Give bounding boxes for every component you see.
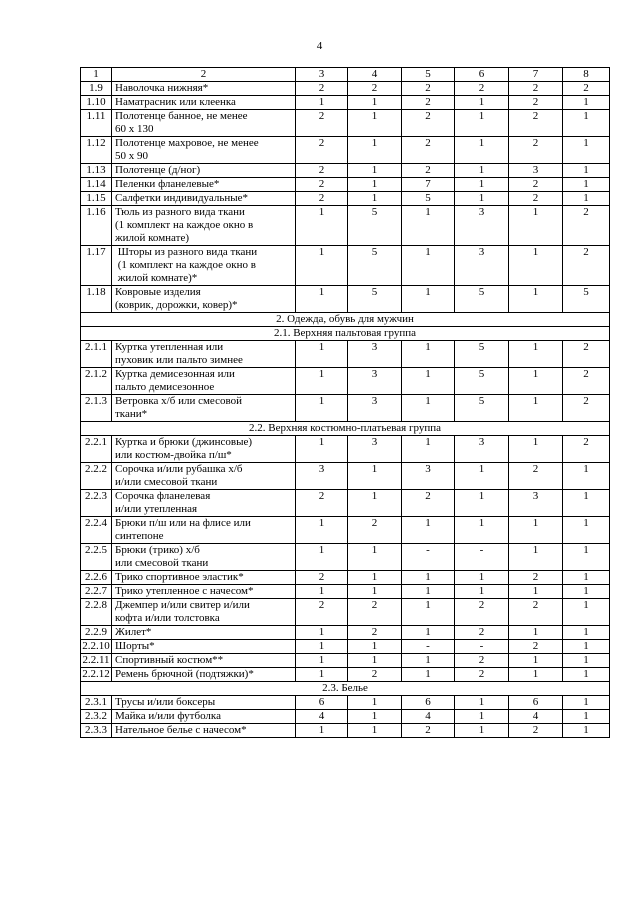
- value-cell: 1: [348, 110, 402, 137]
- row-number: 1.13: [81, 164, 112, 178]
- row-number: 2.2.10: [82, 640, 110, 652]
- value-cell: 1: [455, 164, 509, 178]
- value-cell: 1: [296, 96, 348, 110]
- value-cell: 2: [348, 517, 402, 544]
- value-cell: 1: [563, 110, 610, 137]
- value-cell: 1: [563, 724, 610, 738]
- value-cell: 1: [402, 571, 455, 585]
- section-title: 2. Одежда, обувь для мужчин: [81, 313, 610, 327]
- table-row: [81, 668, 610, 682]
- value-cell: 2: [296, 164, 348, 178]
- row-number: 1.12: [81, 137, 112, 164]
- table-row: [81, 654, 610, 668]
- value-cell: 1: [296, 286, 348, 313]
- value-cell: 5: [455, 286, 509, 313]
- value-cell: 3: [509, 490, 563, 517]
- value-cell: 1: [348, 96, 402, 110]
- value-cell: 1: [296, 640, 348, 654]
- value-cell: 2: [509, 192, 563, 206]
- table-row: [81, 585, 610, 599]
- value-cell: 2: [509, 463, 563, 490]
- value-cell: 5: [455, 395, 509, 422]
- value-cell: 1: [348, 654, 402, 668]
- value-cell: 6: [509, 696, 563, 710]
- norms-table: [80, 67, 610, 738]
- value-cell: 2: [296, 490, 348, 517]
- value-cell: 1: [509, 436, 563, 463]
- item-name: Жилет*: [112, 626, 296, 640]
- value-cell: 1: [348, 137, 402, 164]
- header-cell: 5: [402, 68, 455, 82]
- value-cell: 2: [563, 82, 610, 96]
- value-cell: 6: [296, 696, 348, 710]
- table-row: [81, 96, 610, 110]
- value-cell: 1: [455, 710, 509, 724]
- table-header-row: [81, 68, 610, 82]
- value-cell: 3: [348, 368, 402, 395]
- value-cell: 1: [296, 206, 348, 246]
- value-cell: 1: [563, 164, 610, 178]
- value-cell: 3: [455, 206, 509, 246]
- row-number: 1.9: [81, 82, 112, 96]
- row-number: 2.2.7: [81, 585, 112, 599]
- value-cell: 1: [402, 599, 455, 626]
- value-cell: 1: [296, 585, 348, 599]
- table-row: [81, 368, 610, 395]
- table-row: [81, 640, 610, 654]
- value-cell: 1: [296, 668, 348, 682]
- item-name: Полотенце махровое, не менее 50 х 90: [112, 137, 296, 164]
- value-cell: 5: [348, 206, 402, 246]
- item-name: Сорочка и/или рубашка х/б и/или смесовой ткани: [112, 463, 296, 490]
- value-cell: 2: [563, 436, 610, 463]
- value-cell: 1: [455, 178, 509, 192]
- value-cell: 1: [455, 585, 509, 599]
- table-row: [81, 626, 610, 640]
- value-cell: 3: [348, 436, 402, 463]
- value-cell: 1: [563, 490, 610, 517]
- value-cell: 2: [348, 668, 402, 682]
- header-cell: 2: [112, 68, 296, 82]
- item-name: Шорты*: [112, 640, 296, 654]
- value-cell: 2: [348, 626, 402, 640]
- section-title: 2.1. Верхняя пальтовая группа: [81, 327, 610, 341]
- value-cell: 1: [563, 544, 610, 571]
- table-row: [81, 463, 610, 490]
- value-cell: 1: [455, 724, 509, 738]
- value-cell: 1: [509, 668, 563, 682]
- row-number: 2.3.2: [81, 710, 112, 724]
- value-cell: 5: [348, 286, 402, 313]
- item-name: Наматрасник или клеенка: [112, 96, 296, 110]
- item-name: Нательное белье с начесом*: [112, 724, 296, 738]
- value-cell: 1: [509, 246, 563, 286]
- value-cell: 2: [563, 341, 610, 368]
- value-cell: 4: [296, 710, 348, 724]
- row-number: 2.2.3: [81, 490, 112, 517]
- section-row: [81, 327, 610, 341]
- table-row: [81, 286, 610, 313]
- value-cell: 1: [402, 368, 455, 395]
- value-cell: 1: [296, 724, 348, 738]
- value-cell: 2: [455, 668, 509, 682]
- item-name: Сорочка фланелевая и/или утепленная: [112, 490, 296, 517]
- value-cell: 2: [455, 654, 509, 668]
- item-name: Майка и/или футболка: [112, 710, 296, 724]
- value-cell: 1: [348, 178, 402, 192]
- value-cell: 1: [296, 626, 348, 640]
- value-cell: 1: [296, 436, 348, 463]
- item-name: Ветровка х/б или смесовой ткани*: [112, 395, 296, 422]
- value-cell: 3: [455, 436, 509, 463]
- value-cell: 1: [509, 626, 563, 640]
- value-cell: 1: [402, 654, 455, 668]
- value-cell: 1: [402, 286, 455, 313]
- value-cell: 3: [509, 164, 563, 178]
- value-cell: 1: [563, 517, 610, 544]
- table-row: [81, 571, 610, 585]
- value-cell: 2: [402, 724, 455, 738]
- row-number: 1.17: [81, 246, 112, 286]
- value-cell: 1: [402, 206, 455, 246]
- value-cell: 3: [348, 395, 402, 422]
- section-row: [81, 422, 610, 436]
- value-cell: 3: [296, 463, 348, 490]
- value-cell: 1: [402, 436, 455, 463]
- value-cell: 2: [296, 192, 348, 206]
- item-name: Пеленки фланелевые*: [112, 178, 296, 192]
- value-cell: 2: [296, 599, 348, 626]
- value-cell: 2: [296, 137, 348, 164]
- item-name: Брюки п/ш или на флисе или синтепоне: [112, 517, 296, 544]
- value-cell: 1: [348, 192, 402, 206]
- item-name: Куртка утепленная или пуховик или пальто зимнее: [112, 341, 296, 368]
- row-number: 1.11: [81, 110, 112, 137]
- value-cell: -: [455, 544, 509, 571]
- value-cell: 1: [563, 96, 610, 110]
- value-cell: 1: [402, 246, 455, 286]
- row-number: 2.3.1: [81, 696, 112, 710]
- value-cell: 1: [455, 517, 509, 544]
- value-cell: 5: [348, 246, 402, 286]
- row-number: 2.2.9: [81, 626, 112, 640]
- row-number: 2.2.2: [81, 463, 112, 490]
- value-cell: 2: [509, 82, 563, 96]
- item-name: Шторы из разного вида ткани (1 комплект на каждое окно в жилой комнате)*: [112, 246, 296, 286]
- value-cell: 2: [455, 82, 509, 96]
- row-number: 2.2.1: [81, 436, 112, 463]
- value-cell: 1: [455, 110, 509, 137]
- row-number: 2.1.3: [81, 395, 112, 422]
- value-cell: 2: [348, 82, 402, 96]
- value-cell: 7: [402, 178, 455, 192]
- table-row: [81, 724, 610, 738]
- table-row: [81, 395, 610, 422]
- table-row: [81, 206, 610, 246]
- value-cell: 1: [563, 668, 610, 682]
- value-cell: 5: [402, 192, 455, 206]
- value-cell: 2: [563, 206, 610, 246]
- value-cell: 1: [563, 710, 610, 724]
- value-cell: 1: [348, 585, 402, 599]
- value-cell: 1: [509, 517, 563, 544]
- item-name: Куртка демисезонная или пальто демисезонное: [112, 368, 296, 395]
- value-cell: 2: [563, 368, 610, 395]
- value-cell: 2: [296, 571, 348, 585]
- value-cell: 1: [296, 246, 348, 286]
- value-cell: 1: [402, 341, 455, 368]
- item-name: Салфетки индивидуальные*: [112, 192, 296, 206]
- value-cell: 4: [509, 710, 563, 724]
- table-row: [81, 246, 610, 286]
- section-title: 2.3. Белье: [81, 682, 610, 696]
- value-cell: 1: [296, 517, 348, 544]
- item-name: Джемпер и/или свитер и/или кофта и/или толстовка: [112, 599, 296, 626]
- value-cell: 2: [402, 110, 455, 137]
- table-row: [81, 599, 610, 626]
- table-row: [81, 82, 610, 96]
- row-number: 2.2.8: [81, 599, 112, 626]
- table-row: [81, 110, 610, 137]
- header-cell: 1: [81, 68, 112, 82]
- item-name: Ковровые изделия (коврик, дорожки, ковер)*: [112, 286, 296, 313]
- value-cell: 1: [348, 490, 402, 517]
- header-cell: 7: [509, 68, 563, 82]
- section-row: [81, 682, 610, 696]
- item-name: Полотенце (д/ног): [112, 164, 296, 178]
- row-number: 2.2.4: [81, 517, 112, 544]
- value-cell: 4: [402, 710, 455, 724]
- item-name: Трико утепленное с начесом*: [112, 585, 296, 599]
- value-cell: 1: [455, 696, 509, 710]
- value-cell: 5: [455, 368, 509, 395]
- table-row: [81, 490, 610, 517]
- value-cell: 1: [296, 395, 348, 422]
- table-row: [81, 696, 610, 710]
- table-row: [81, 436, 610, 463]
- value-cell: 1: [348, 571, 402, 585]
- value-cell: 1: [348, 724, 402, 738]
- value-cell: 2: [509, 724, 563, 738]
- value-cell: 1: [563, 137, 610, 164]
- value-cell: 1: [563, 463, 610, 490]
- value-cell: -: [455, 640, 509, 654]
- value-cell: -: [402, 544, 455, 571]
- value-cell: 1: [563, 192, 610, 206]
- value-cell: 1: [509, 368, 563, 395]
- table-row: [81, 517, 610, 544]
- row-number: 1.16: [81, 206, 112, 246]
- value-cell: 1: [509, 544, 563, 571]
- value-cell: 1: [455, 192, 509, 206]
- item-name: Брюки (трико) х/б или смесовой ткани: [112, 544, 296, 571]
- value-cell: 1: [348, 710, 402, 724]
- value-cell: 1: [402, 585, 455, 599]
- value-cell: 2: [455, 626, 509, 640]
- value-cell: 1: [296, 654, 348, 668]
- value-cell: 3: [455, 246, 509, 286]
- value-cell: 1: [348, 640, 402, 654]
- value-cell: 1: [402, 517, 455, 544]
- item-name: Спортивный костюм**: [112, 654, 296, 668]
- value-cell: 1: [296, 544, 348, 571]
- item-name: Куртка и брюки (джинсовые) или костюм-двойка п/ш*: [112, 436, 296, 463]
- value-cell: 5: [563, 286, 610, 313]
- value-cell: 1: [348, 463, 402, 490]
- item-name: Полотенце банное, не менее 60 х 130: [112, 110, 296, 137]
- value-cell: 1: [509, 585, 563, 599]
- section-row: [81, 313, 610, 327]
- value-cell: 5: [455, 341, 509, 368]
- item-name: Трусы и/или боксеры: [112, 696, 296, 710]
- table-row: [81, 710, 610, 724]
- row-number: 2.1.2: [81, 368, 112, 395]
- header-cell: 6: [455, 68, 509, 82]
- value-cell: 1: [348, 544, 402, 571]
- row-number: 2.3.3: [81, 724, 112, 738]
- value-cell: 2: [455, 599, 509, 626]
- value-cell: 3: [402, 463, 455, 490]
- value-cell: 1: [563, 654, 610, 668]
- value-cell: 1: [509, 654, 563, 668]
- value-cell: 1: [348, 164, 402, 178]
- value-cell: 2: [563, 395, 610, 422]
- value-cell: 1: [402, 395, 455, 422]
- value-cell: 1: [455, 137, 509, 164]
- row-number: 2.2.11: [82, 654, 110, 666]
- value-cell: 1: [402, 626, 455, 640]
- value-cell: 2: [509, 599, 563, 626]
- row-number: 1.14: [81, 178, 112, 192]
- row-number: 2.2.6: [81, 571, 112, 585]
- value-cell: -: [402, 640, 455, 654]
- value-cell: 1: [348, 696, 402, 710]
- value-cell: 1: [563, 599, 610, 626]
- value-cell: 2: [563, 246, 610, 286]
- value-cell: 1: [563, 178, 610, 192]
- header-cell: 4: [348, 68, 402, 82]
- value-cell: 2: [509, 178, 563, 192]
- item-name: Тюль из разного вида ткани (1 комплект на каждое окно в жилой комнате): [112, 206, 296, 246]
- value-cell: 2: [296, 82, 348, 96]
- value-cell: 2: [296, 178, 348, 192]
- value-cell: 1: [455, 96, 509, 110]
- table-row: [81, 341, 610, 368]
- value-cell: 2: [509, 110, 563, 137]
- table-row: [81, 137, 610, 164]
- row-number: 1.18: [81, 286, 112, 313]
- value-cell: 1: [296, 368, 348, 395]
- value-cell: 2: [509, 96, 563, 110]
- value-cell: 1: [563, 640, 610, 654]
- value-cell: 1: [455, 463, 509, 490]
- row-number: 2.2.5: [81, 544, 112, 571]
- value-cell: 1: [509, 341, 563, 368]
- value-cell: 1: [402, 668, 455, 682]
- value-cell: 1: [455, 571, 509, 585]
- row-number: 1.10: [81, 96, 112, 110]
- value-cell: 1: [563, 571, 610, 585]
- page-number: 4: [316, 40, 323, 52]
- item-name: Ремень брючной (подтяжки)*: [112, 668, 296, 682]
- value-cell: 1: [455, 490, 509, 517]
- value-cell: 6: [402, 696, 455, 710]
- table-row: [81, 164, 610, 178]
- table-row: [81, 544, 610, 571]
- value-cell: 2: [509, 137, 563, 164]
- row-number: 1.15: [81, 192, 112, 206]
- item-name: Наволочка нижняя*: [112, 82, 296, 96]
- table-row: [81, 178, 610, 192]
- value-cell: 2: [296, 110, 348, 137]
- table-row: [81, 192, 610, 206]
- item-name: Трико спортивное эластик*: [112, 571, 296, 585]
- value-cell: 2: [509, 571, 563, 585]
- value-cell: 2: [402, 490, 455, 517]
- value-cell: 2: [509, 640, 563, 654]
- value-cell: 1: [509, 206, 563, 246]
- header-cell: 8: [563, 68, 610, 82]
- value-cell: 1: [563, 696, 610, 710]
- value-cell: 2: [402, 82, 455, 96]
- value-cell: 2: [402, 96, 455, 110]
- row-number: 2.2.12: [82, 668, 110, 680]
- section-title: 2.2. Верхняя костюмно-платьевая группа: [81, 422, 610, 436]
- header-cell: 3: [296, 68, 348, 82]
- value-cell: 3: [348, 341, 402, 368]
- value-cell: 1: [563, 585, 610, 599]
- value-cell: 2: [402, 137, 455, 164]
- value-cell: 1: [563, 626, 610, 640]
- value-cell: 1: [509, 395, 563, 422]
- value-cell: 2: [348, 599, 402, 626]
- value-cell: 2: [402, 164, 455, 178]
- value-cell: 1: [296, 341, 348, 368]
- value-cell: 1: [509, 286, 563, 313]
- row-number: 2.1.1: [81, 341, 112, 368]
